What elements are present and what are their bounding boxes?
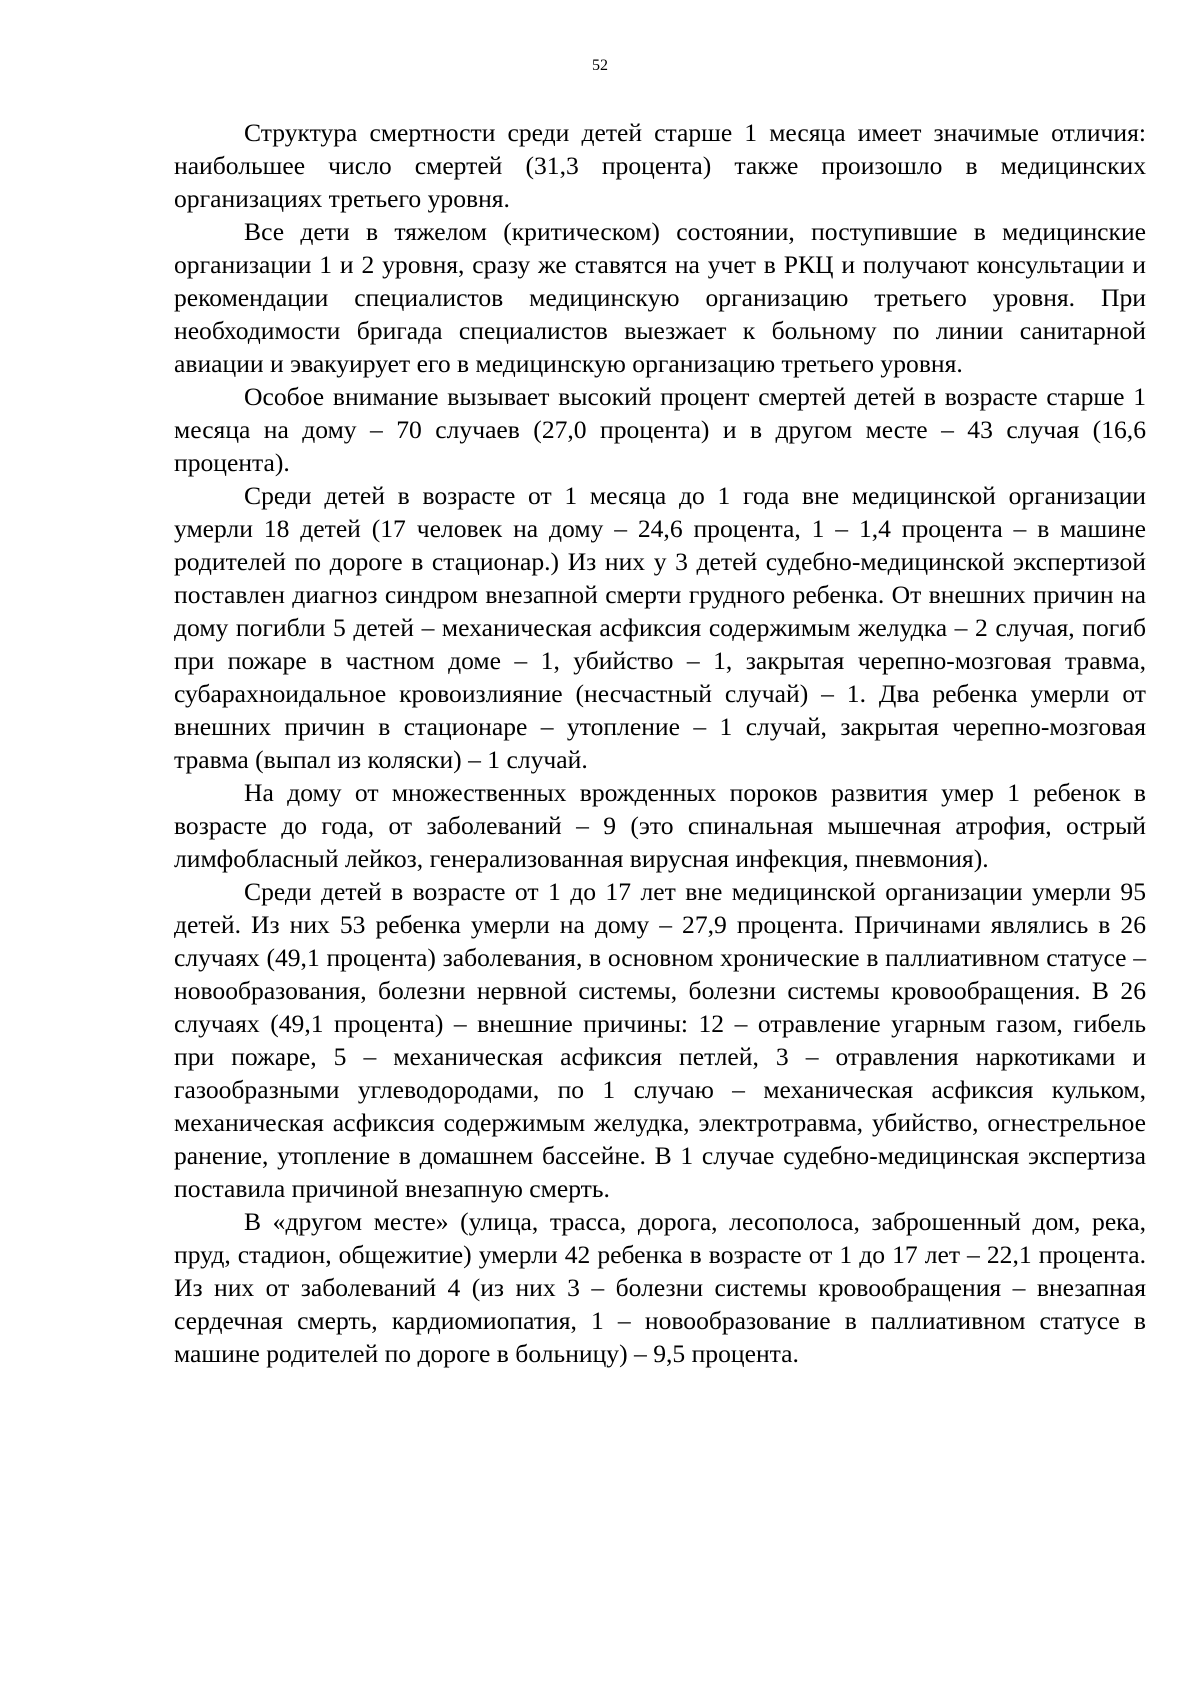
page-number: 52 xyxy=(592,57,608,74)
paragraph: Особое внимание вызывает высокий процент смертей детей в возрасте старше 1 месяца на дому – 70 случаев (27,0 процента) и в другом месте – 43 случая (16,6 процента). xyxy=(174,382,1146,477)
paragraph: Среди детей в возрасте от 1 до 17 лет вне медицинской организации умерли 95 детей. Из них 53 ребенка умерли на дому – 27,9 процента. Причинами являлись в 26 случаях (49,1 процента) заболевания, в основном хронические в паллиативном статусе – новообразования, болезни нервной системы, болезни системы кровообращения. В 26 случаях (49,1 процента) – внешние причины: 12 – отравление угарным газом, гибель при пожаре, 5 – механическая асфиксия петлей, 3 – отравления наркотиками и газообразными углеводородами, по 1 случаю – механическая асфиксия кульком, механическая асфиксия содержимым желудка, электротравма, убийство, огнестрельное ранение, утопление в домашнем бассейне. В 1 случае судебно-медицинская экспертиза поставила причиной внезапную смерть. xyxy=(174,877,1146,1203)
document-body xyxy=(174,116,1146,1370)
paragraph: В «другом месте» (улица, трасса, дорога, лесополоса, заброшенный дом, река, пруд, стадион, общежитие) умерли 42 ребенка в возрасте от 1 до 17 лет – 22,1 процента. Из них от заболеваний 4 (из них 3 – болезни системы кровообращения – внезапная сердечная смерть, кардиомиопатия, 1 – новообразование в паллиативном статусе в машине родителей по дороге в больницу) – 9,5 процента. xyxy=(174,1207,1146,1368)
paragraph: Среди детей в возрасте от 1 месяца до 1 года вне медицинской организации умерли 18 детей (17 человек на дому – 24,6 процента, 1 – 1,4 процента – в машине родителей по дороге в стационар.) Из них у 3 детей судебно-медицинской экспертизой поставлен диагноз синдром внезапной смерти грудного ребенка. От внешних причин на дому погибли 5 детей – механическая асфиксия содержимым желудка – 2 случая, погиб при пожаре в частном доме – 1, убийство – 1, закрытая черепно-мозговая травма, субарахноидальное кровоизлияние (несчастный случай) – 1. Два ребенка умерли от внешних причин в стационаре – утопление – 1 случай, закрытая черепно-мозговая травма (выпал из коляски) – 1 случай. xyxy=(174,481,1146,774)
paragraph: Все дети в тяжелом (критическом) состоянии, поступившие в медицинские организации 1 и 2 уровня, сразу же ставятся на учет в РКЦ и получают консультации и рекомендации специалистов медицинскую организацию третьего уровня. При необходимости бригада специалистов выезжает к больному по линии санитарной авиации и эвакуирует его в медицинскую организацию третьего уровня. xyxy=(174,217,1146,378)
paragraph: На дому от множественных врожденных пороков развития умер 1 ребенок в возрасте до года, от заболеваний – 9 (это спинальная мышечная атрофия, острый лимфобласный лейкоз, генерализованная вирусная инфекция, пневмония). xyxy=(174,778,1146,873)
paragraph: Структура смертности среди детей старше 1 месяца имеет значимые отличия: наибольшее число смертей (31,3 процента) также произошло в медицинских организациях третьего уровня. xyxy=(174,118,1146,213)
